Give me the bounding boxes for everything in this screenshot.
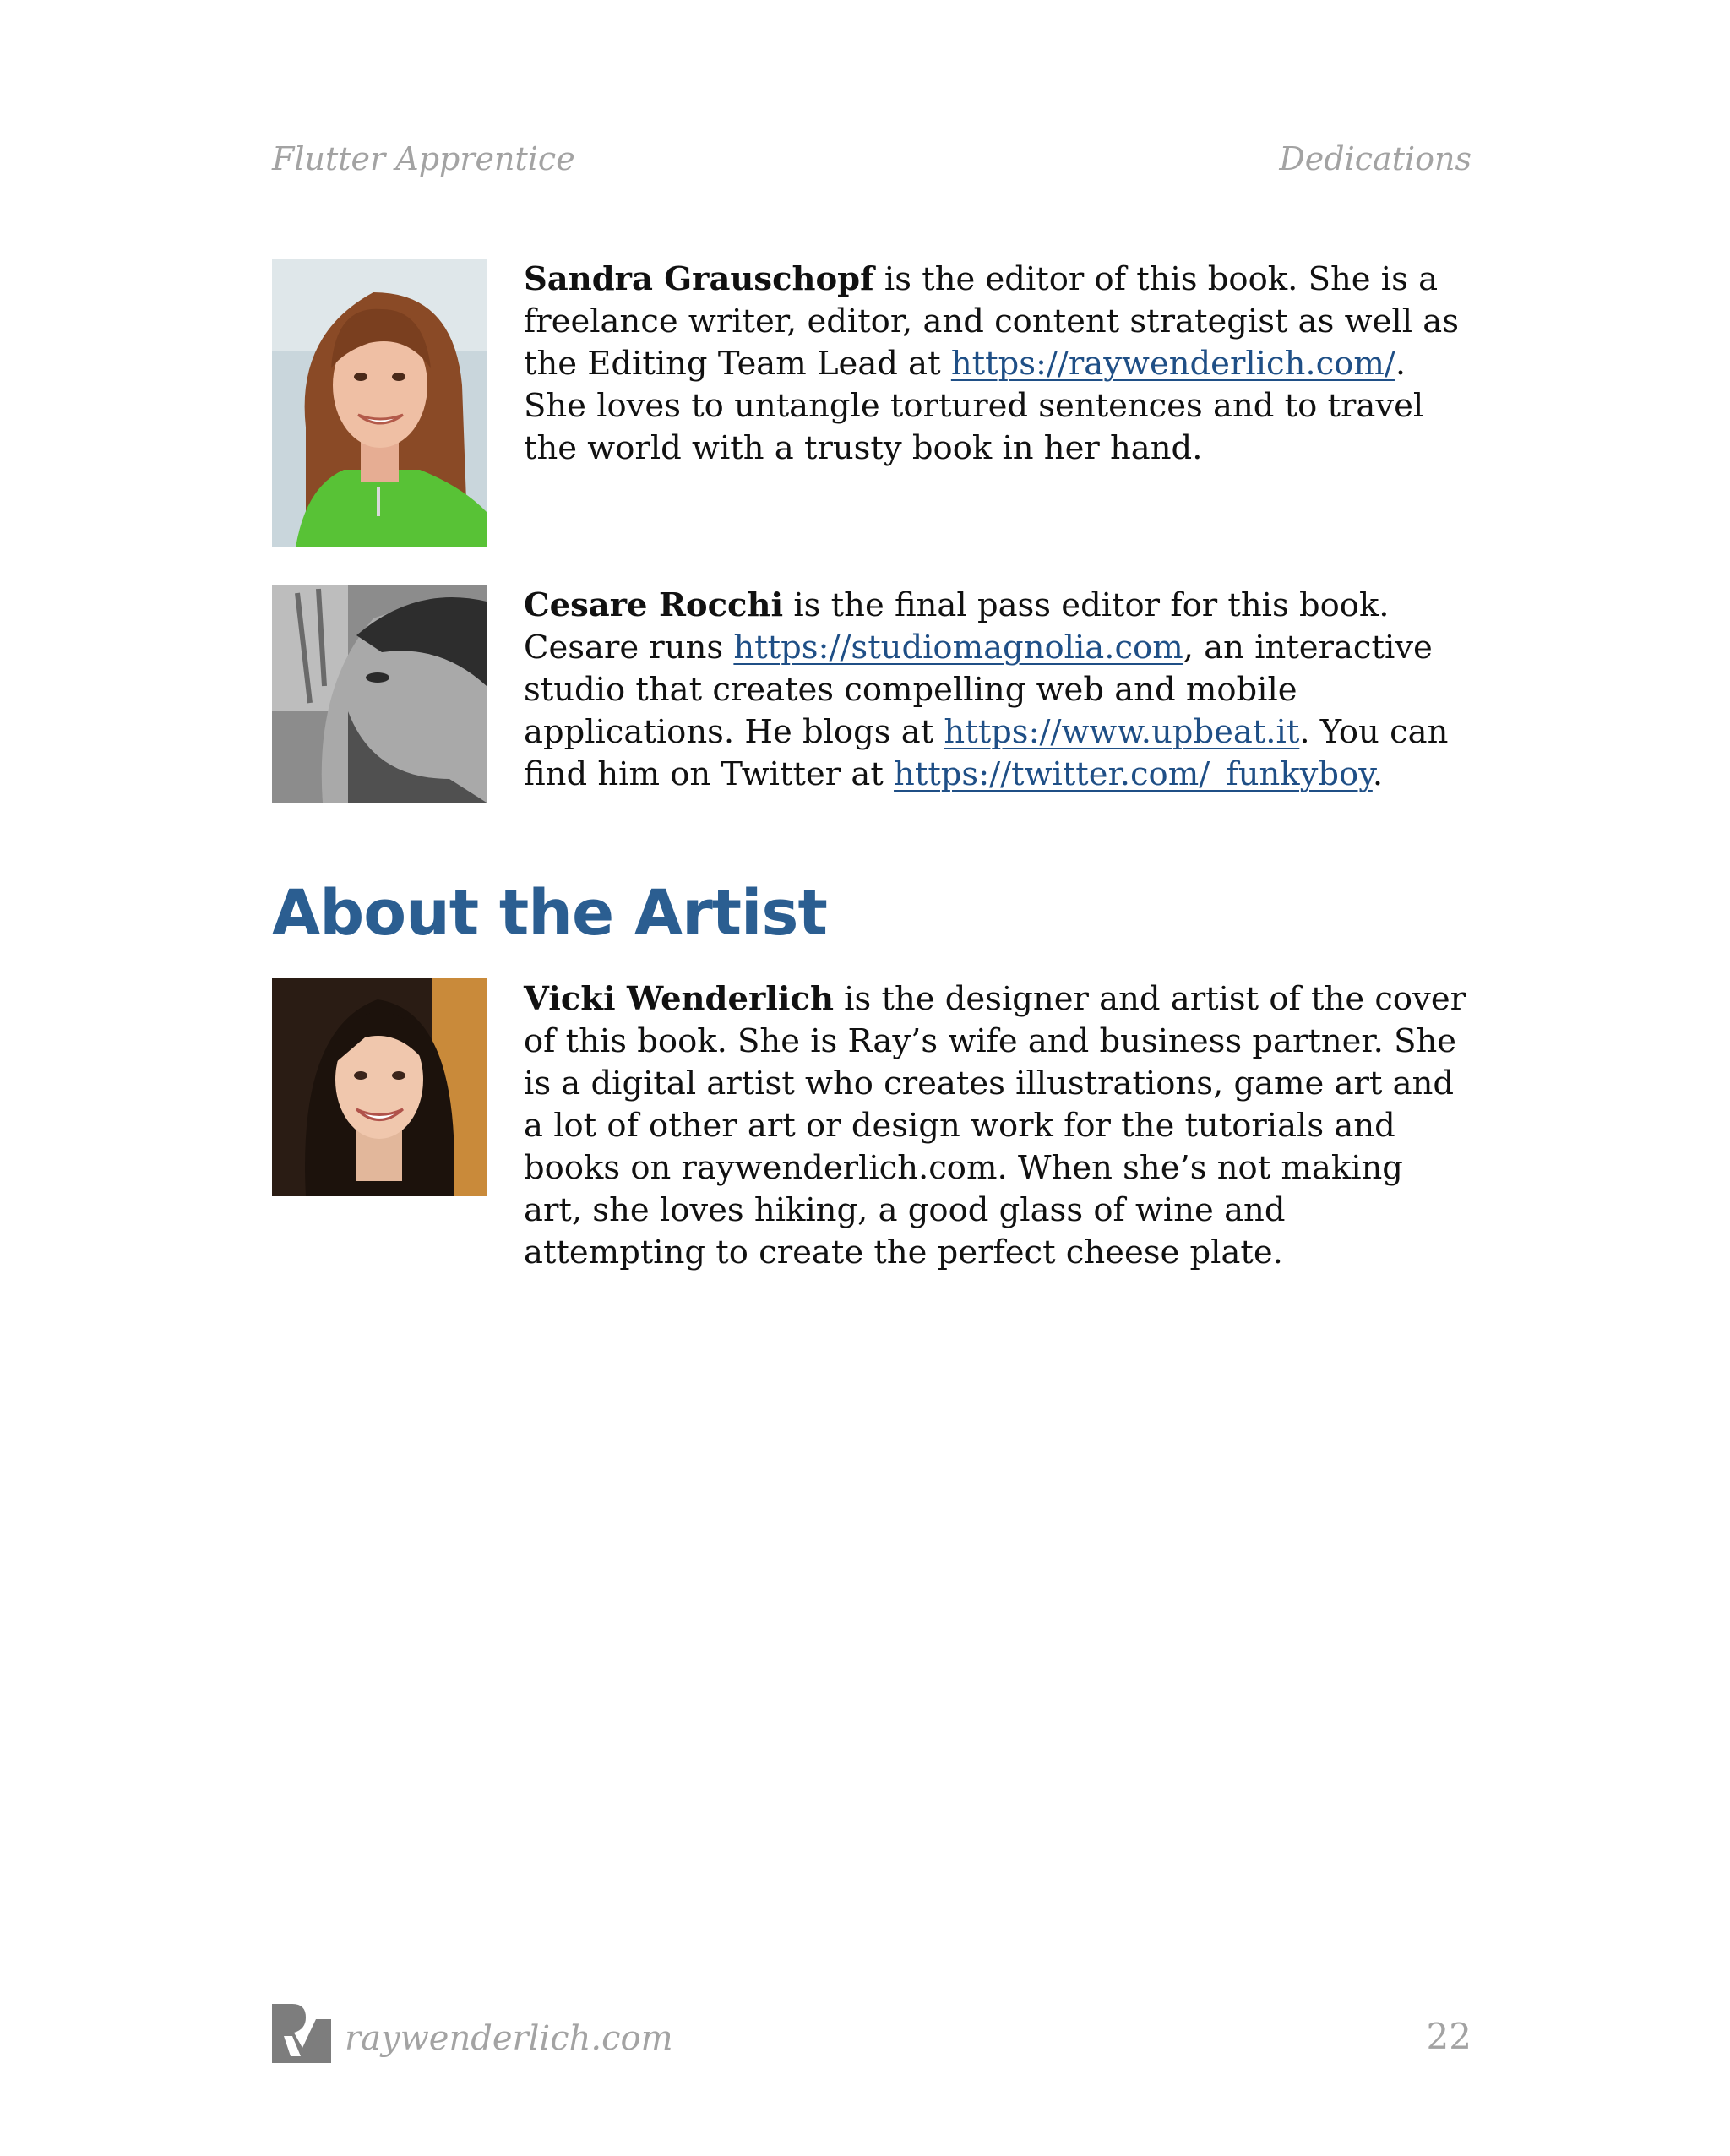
cesare-rocchi-bio: Cesare Rocchi is the final pass editor for this book. Cesare runs https://studiomagnolia.com, an interactive studio that creates compelling web and mobile applications. He blogs at https://www.upbeat.it. You can find him on Twitter at https://twitter.com/_funkyboy. <box>524 586 1449 793</box>
vicki-wenderlich-bio: Vicki Wenderlich is the designer and artist of the cover of this book. She is Ray’s wife and business partner. She is a digital artist who creates illustrations, game art and a lot of other art or design work for the tutorials and books on raywenderlich.com. When she’s not making art, she loves hiking, a good glass of wine and attempting to create the perfect cheese plate. <box>524 980 1466 1271</box>
upbeat-link[interactable]: https://www.upbeat.it <box>944 713 1300 751</box>
running-header <box>272 140 1472 191</box>
sandra-grauschopf-name: Sandra Grauschopf <box>524 260 874 298</box>
vicki-wenderlich-name: Vicki Wenderlich <box>524 980 834 1018</box>
bio-cesare-rocchi <box>272 585 1472 803</box>
cesare-rocchi-name: Cesare Rocchi <box>524 586 784 624</box>
cesare-rocchi-photo <box>272 585 487 803</box>
chapter-title: Dedications <box>1279 140 1472 177</box>
footer-site: raywenderlich.com <box>345 2019 673 2058</box>
sandra-grauschopf-bio: Sandra Grauschopf is the editor of this book. She is a freelance writer, editor, and content strategist as well as the Editing Team Lead at https://raywenderlich.com/. She loves to untangle tortured sentences and to travel the world with a trusty book in her hand. <box>524 260 1459 467</box>
page-footer <box>272 2004 1472 2072</box>
raywenderlich-link[interactable]: https://raywenderlich.com/ <box>950 345 1395 383</box>
twitter-link[interactable]: https://twitter.com/_funkyboy <box>894 755 1373 793</box>
page-number: 22 <box>1426 2016 1472 2057</box>
bio-vicki-wenderlich <box>272 978 1472 1271</box>
sandra-grauschopf-photo <box>272 259 487 547</box>
studiomagnolia-link[interactable]: https://studiomagnolia.com <box>733 629 1183 667</box>
about-the-artist-heading: About the Artist <box>272 877 827 950</box>
book-title: Flutter Apprentice <box>272 140 575 177</box>
vicki-wenderlich-photo <box>272 978 487 1196</box>
raywenderlich-logo-icon <box>272 2004 331 2063</box>
bio-sandra-grauschopf <box>272 259 1472 547</box>
